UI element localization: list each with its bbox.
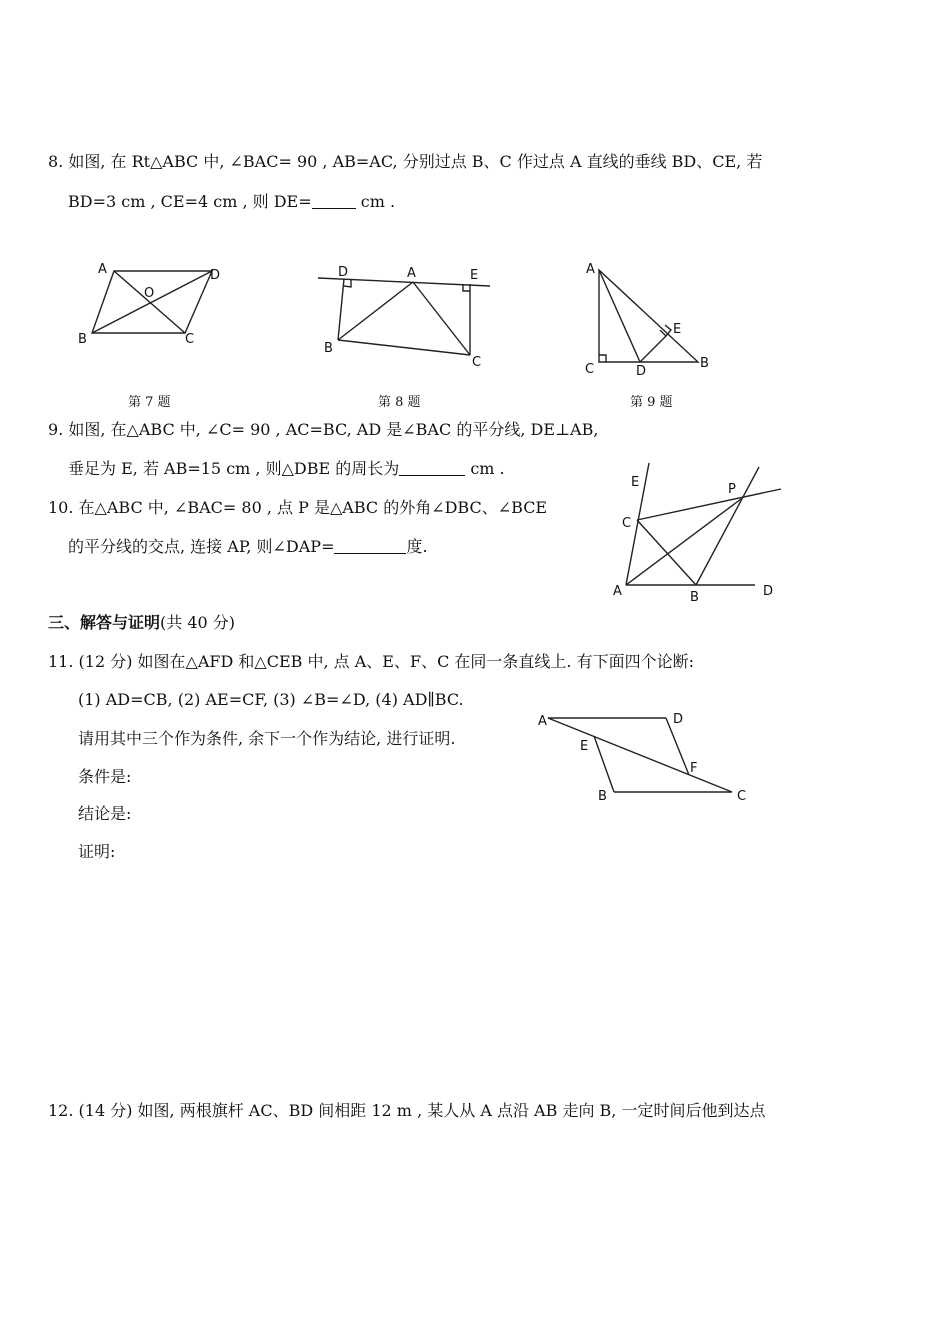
fig7-label-b: B [78,332,87,347]
fig9-label-e: E [673,322,682,337]
fig8-label-c: C [472,355,482,370]
q8-line2-unit: cm . [355,192,396,211]
fig9-right-angle-c [599,355,606,362]
q11-condition: 条件是: [78,767,132,786]
q11-conclusion: 结论是: [78,804,132,823]
q12-line1: 12. (14 分) 如图, 两根旗杆 AC、BD 间相距 12 m , 某人从 A 点沿 AB 走向 B, 一定时间后他到达点 [48,1101,766,1120]
fig7-label-d: D [210,268,221,283]
fig8-segment-ac [413,282,470,355]
fig9-label-c: C [585,362,595,377]
section3-title: 三、解答与证明 [48,613,161,632]
q9-line2 [68,459,505,479]
fig11-label-f: F [690,761,698,776]
q9-answer-blank[interactable] [399,459,465,476]
q9-line2-text: 垂足为 E, 若 AB=15 cm , 则△DBE 的周长为 [68,459,400,478]
q11-proof: 证明: [78,842,116,861]
fig9-segment-de [640,336,666,362]
fig7-label-c: C [185,332,195,347]
fig8-label-b: B [324,341,333,356]
q10-line2 [68,537,428,557]
q8-answer-blank[interactable] [312,192,356,209]
fig7-diagonal-ac [114,271,185,333]
fig8-segment-bc [338,340,470,355]
fig7-caption: 第 7 题 [128,395,171,410]
fig10-bisector-cp [637,489,781,520]
figure-11 [530,700,760,810]
q10-line2-unit: 度. [406,537,428,556]
fig8-caption: 第 8 题 [378,395,421,410]
fig8-segment-bd [338,279,344,340]
fig8-label-d: D [338,265,349,280]
fig9-right-angle-e [660,325,671,336]
figure-8 [310,255,500,375]
fig10-label-e: E [631,475,640,490]
fig11-label-a: A [538,714,547,729]
q11-line3: 请用其中三个作为条件, 余下一个作为结论, 进行证明. [78,729,456,748]
fig11-label-d: D [673,712,684,727]
fig9-bisector-ad [599,270,640,362]
fig8-label-a: A [407,266,416,281]
figure-9 [580,255,720,379]
fig10-label-d: D [763,584,774,599]
fig8-label-e: E [470,268,479,283]
fig11-label-e: E [580,739,589,754]
fig10-label-a: A [613,584,622,599]
fig10-label-b: B [690,590,699,605]
fig11-line-ac [548,718,732,792]
fig9-triangle [599,270,698,362]
fig11-segment-eb [594,736,614,792]
fig8-segment-ab [338,282,413,340]
fig10-label-p: P [728,482,736,497]
q11-line1: 11. (12 分) 如图在△AFD 和△CEB 中, 点 A、E、F、C 在同一条直线上. 有下面四个论断: [48,652,694,671]
fig9-label-b: B [700,356,709,371]
q11-line2: (1) AD=CB, (2) AE=CF, (3) ∠B=∠D, (4) AD∥BC. [78,690,464,709]
figure-7 [70,255,240,355]
q8-line2-text: BD=3 cm , CE=4 cm , 则 DE= [68,192,312,211]
fig9-label-d: D [636,364,647,379]
section3-score: (共 40 分) [160,613,236,632]
fig7-label-o: O [144,286,155,301]
q8-line2 [68,192,395,212]
fig11-label-c: C [737,789,747,804]
figure-10 [605,455,795,605]
q8-line1: 8. 如图, 在 Rt△ABC 中, ∠BAC= 90 , AB=AC, 分别过点 B、C 作过点 A 直线的垂线 BD、CE, 若 [48,152,763,171]
fig9-caption: 第 9 题 [630,395,673,410]
q9-line2-unit: cm . [465,459,505,478]
fig10-label-c: C [622,516,632,531]
fig7-label-a: A [98,262,107,277]
fig8-right-angle-d [344,280,351,287]
fig9-label-a: A [586,262,595,277]
q9-line1: 9. 如图, 在△ABC 中, ∠C= 90 , AC=BC, AD 是∠BAC 的平分线, DE⊥AB, [48,420,599,439]
section3-heading [48,613,235,633]
fig11-label-b: B [598,789,607,804]
q10-line2-text: 的平分线的交点, 连接 AP, 则∠DAP= [68,537,335,556]
q10-line1: 10. 在△ABC 中, ∠BAC= 80 , 点 P 是△ABC 的外角∠DBC、∠BCE [48,498,548,517]
q10-answer-blank[interactable] [334,537,406,554]
fig10-segment-cb [637,520,696,585]
